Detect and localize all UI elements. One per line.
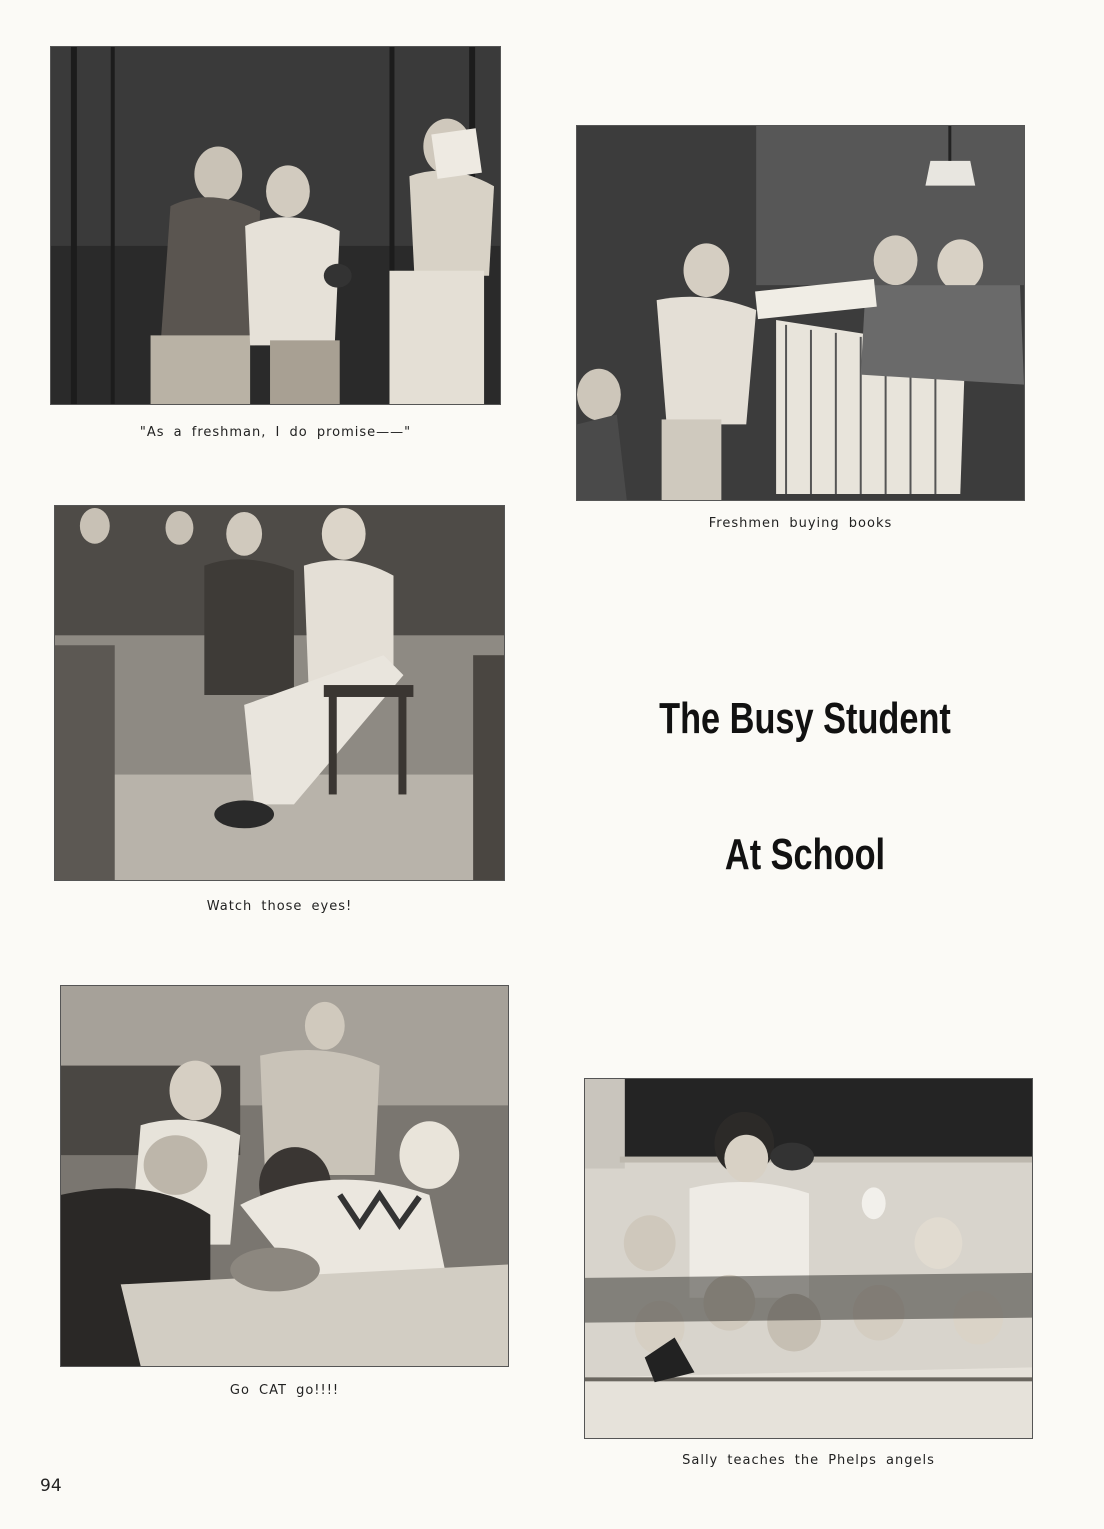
decorating-image [61,986,508,1366]
photo-caption: "As a freshman, I do promise——" [139,425,412,440]
puppet-class-image [585,1079,1032,1438]
photo-sally-teaches [584,1078,1033,1439]
book-counter-image [577,126,1024,500]
photo-freshmen-buying-books [576,125,1025,501]
photo-watch-those-eyes [54,505,505,881]
headline-line-2: At School [724,830,886,879]
photo-freshman-promise [50,46,501,405]
page-number: 94 [40,1476,62,1496]
photo-caption: Freshmen buying books [708,516,893,531]
photo-caption: Watch those eyes! [206,899,353,914]
stage-scene-image [51,47,500,404]
photo-go-cat-go [60,985,509,1367]
photo-caption: Sally teaches the Phelps angels [682,1453,935,1468]
headline-line-1: The Busy Student [659,694,951,743]
photo-caption: Go CAT go!!!! [229,1383,340,1398]
classroom-image [55,506,504,880]
